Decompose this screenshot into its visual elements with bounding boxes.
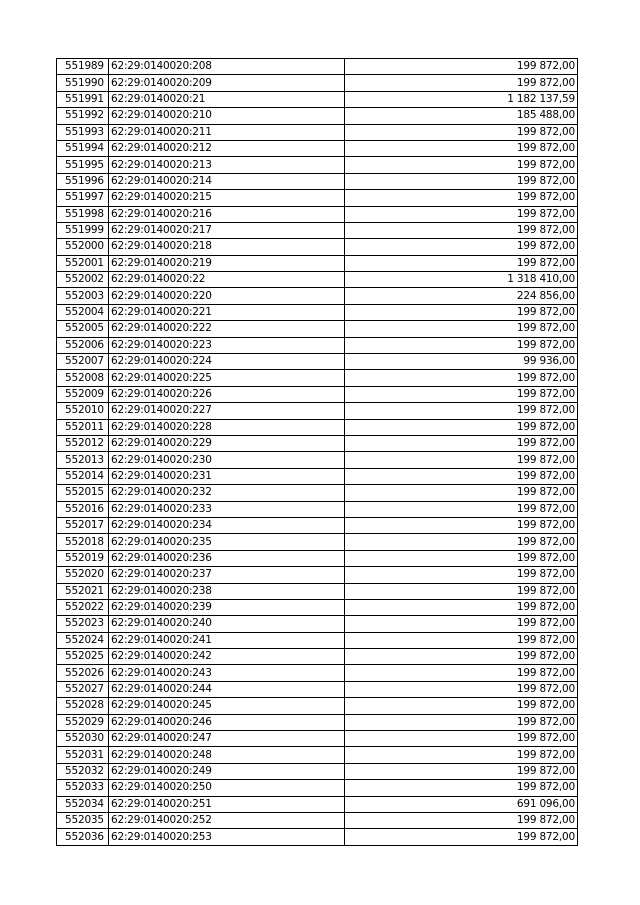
cadastral-value-cell: 199 872,00 xyxy=(345,386,578,402)
cadastral-value-cell: 199 872,00 xyxy=(345,255,578,271)
cadastral-value-cell: 199 872,00 xyxy=(345,468,578,484)
cadastral-value-cell: 99 936,00 xyxy=(345,354,578,370)
cadastral-value-cell: 199 872,00 xyxy=(345,665,578,681)
table-row xyxy=(57,108,578,124)
cadastral-value-cell: 199 872,00 xyxy=(345,599,578,615)
row-number-cell: 552005 xyxy=(57,321,109,337)
row-number-cell: 552011 xyxy=(57,419,109,435)
cadastral-number-cell: 62:29:0140020:247 xyxy=(109,731,345,747)
table-row xyxy=(57,304,578,320)
cadastral-number-cell: 62:29:0140020:241 xyxy=(109,632,345,648)
cadastral-number-cell: 62:29:0140020:234 xyxy=(109,517,345,533)
row-number-cell: 552022 xyxy=(57,599,109,615)
cadastral-value-cell: 1 182 137,59 xyxy=(345,91,578,107)
cadastral-number-cell: 62:29:0140020:229 xyxy=(109,435,345,451)
cadastral-value-cell: 199 872,00 xyxy=(345,534,578,550)
row-number-cell: 552004 xyxy=(57,304,109,320)
cadastral-number-cell: 62:29:0140020:222 xyxy=(109,321,345,337)
cadastral-number-cell: 62:29:0140020:231 xyxy=(109,468,345,484)
table-row xyxy=(57,780,578,796)
row-number-cell: 552030 xyxy=(57,731,109,747)
table-row xyxy=(57,517,578,533)
cadastral-number-cell: 62:29:0140020:223 xyxy=(109,337,345,353)
row-number-cell: 551996 xyxy=(57,173,109,189)
row-number-cell: 552033 xyxy=(57,780,109,796)
cadastral-number-cell: 62:29:0140020:209 xyxy=(109,75,345,91)
row-number-cell: 551994 xyxy=(57,140,109,156)
table-row xyxy=(57,75,578,91)
cadastral-number-cell: 62:29:0140020:208 xyxy=(109,59,345,75)
cadastral-number-cell: 62:29:0140020:240 xyxy=(109,616,345,632)
cadastral-number-cell: 62:29:0140020:237 xyxy=(109,567,345,583)
cadastral-value-cell: 199 872,00 xyxy=(345,501,578,517)
row-number-cell: 551989 xyxy=(57,59,109,75)
cadastral-number-cell: 62:29:0140020:242 xyxy=(109,649,345,665)
row-number-cell: 552024 xyxy=(57,632,109,648)
cadastral-number-cell: 62:29:0140020:250 xyxy=(109,780,345,796)
cadastral-number-cell: 62:29:0140020:252 xyxy=(109,812,345,828)
cadastral-value-cell: 199 872,00 xyxy=(345,567,578,583)
cadastral-value-cell: 199 872,00 xyxy=(345,714,578,730)
row-number-cell: 552031 xyxy=(57,747,109,763)
row-number-cell: 552021 xyxy=(57,583,109,599)
cadastral-value-cell: 199 872,00 xyxy=(345,140,578,156)
cadastral-number-cell: 62:29:0140020:249 xyxy=(109,763,345,779)
row-number-cell: 552027 xyxy=(57,681,109,697)
table-row xyxy=(57,403,578,419)
row-number-cell: 552020 xyxy=(57,567,109,583)
table-row xyxy=(57,321,578,337)
row-number-cell: 551993 xyxy=(57,124,109,140)
table-body xyxy=(57,59,578,846)
cadastral-value-cell: 691 096,00 xyxy=(345,796,578,812)
cadastral-value-cell: 199 872,00 xyxy=(345,517,578,533)
cadastral-number-cell: 62:29:0140020:216 xyxy=(109,206,345,222)
cadastral-number-cell: 62:29:0140020:21 xyxy=(109,91,345,107)
row-number-cell: 552009 xyxy=(57,386,109,402)
cadastral-number-cell: 62:29:0140020:219 xyxy=(109,255,345,271)
cadastral-number-cell: 62:29:0140020:214 xyxy=(109,173,345,189)
row-number-cell: 552018 xyxy=(57,534,109,550)
cadastral-value-cell: 199 872,00 xyxy=(345,616,578,632)
cadastral-value-cell: 199 872,00 xyxy=(345,731,578,747)
cadastral-value-cell: 199 872,00 xyxy=(345,304,578,320)
table-row xyxy=(57,255,578,271)
row-number-cell: 552032 xyxy=(57,763,109,779)
table-row xyxy=(57,583,578,599)
cadastral-value-cell: 199 872,00 xyxy=(345,485,578,501)
table-row xyxy=(57,812,578,828)
cadastral-number-cell: 62:29:0140020:218 xyxy=(109,239,345,255)
cadastral-number-cell: 62:29:0140020:227 xyxy=(109,403,345,419)
row-number-cell: 552013 xyxy=(57,452,109,468)
cadastral-number-cell: 62:29:0140020:217 xyxy=(109,222,345,238)
cadastral-value-cell: 199 872,00 xyxy=(345,698,578,714)
row-number-cell: 552035 xyxy=(57,812,109,828)
table-row xyxy=(57,288,578,304)
row-number-cell: 552003 xyxy=(57,288,109,304)
cadastral-number-cell: 62:29:0140020:248 xyxy=(109,747,345,763)
table-row xyxy=(57,239,578,255)
cadastral-value-cell: 199 872,00 xyxy=(345,829,578,845)
table-row xyxy=(57,599,578,615)
cadastral-number-cell: 62:29:0140020:253 xyxy=(109,829,345,845)
row-number-cell: 552017 xyxy=(57,517,109,533)
table-row xyxy=(57,550,578,566)
row-number-cell: 552006 xyxy=(57,337,109,353)
cadastral-number-cell: 62:29:0140020:225 xyxy=(109,370,345,386)
cadastral-number-cell: 62:29:0140020:220 xyxy=(109,288,345,304)
cadastral-number-cell: 62:29:0140020:251 xyxy=(109,796,345,812)
cadastral-value-cell: 199 872,00 xyxy=(345,222,578,238)
row-number-cell: 551990 xyxy=(57,75,109,91)
row-number-cell: 551997 xyxy=(57,190,109,206)
cadastral-value-cell: 199 872,00 xyxy=(345,59,578,75)
table-row xyxy=(57,714,578,730)
row-number-cell: 552000 xyxy=(57,239,109,255)
cadastral-number-cell: 62:29:0140020:226 xyxy=(109,386,345,402)
table-row xyxy=(57,747,578,763)
row-number-cell: 552026 xyxy=(57,665,109,681)
table-row xyxy=(57,124,578,140)
cadastral-value-cell: 199 872,00 xyxy=(345,632,578,648)
cadastral-number-cell: 62:29:0140020:238 xyxy=(109,583,345,599)
row-number-cell: 552025 xyxy=(57,649,109,665)
cadastral-value-cell: 199 872,00 xyxy=(345,452,578,468)
row-number-cell: 552036 xyxy=(57,829,109,845)
table-row xyxy=(57,91,578,107)
cadastral-number-cell: 62:29:0140020:213 xyxy=(109,157,345,173)
row-number-cell: 552001 xyxy=(57,255,109,271)
table-row xyxy=(57,501,578,517)
cadastral-value-cell: 199 872,00 xyxy=(345,370,578,386)
cadastral-value-cell: 199 872,00 xyxy=(345,681,578,697)
cadastral-number-cell: 62:29:0140020:246 xyxy=(109,714,345,730)
table-row xyxy=(57,665,578,681)
table-row xyxy=(57,370,578,386)
row-number-cell: 552008 xyxy=(57,370,109,386)
table-row xyxy=(57,435,578,451)
cadastral-value-cell: 199 872,00 xyxy=(345,124,578,140)
table-row xyxy=(57,59,578,75)
cadastral-value-cell: 199 872,00 xyxy=(345,239,578,255)
table-row xyxy=(57,140,578,156)
cadastral-value-cell: 199 872,00 xyxy=(345,173,578,189)
cadastral-value-cell: 199 872,00 xyxy=(345,763,578,779)
row-number-cell: 551995 xyxy=(57,157,109,173)
table-row xyxy=(57,681,578,697)
row-number-cell: 551991 xyxy=(57,91,109,107)
cadastral-value-cell: 199 872,00 xyxy=(345,190,578,206)
cadastral-value-cell: 199 872,00 xyxy=(345,747,578,763)
cadastral-number-cell: 62:29:0140020:212 xyxy=(109,140,345,156)
cadastral-value-cell: 199 872,00 xyxy=(345,206,578,222)
row-number-cell: 551999 xyxy=(57,222,109,238)
row-number-cell: 551998 xyxy=(57,206,109,222)
cadastral-value-cell: 199 872,00 xyxy=(345,419,578,435)
cadastral-number-cell: 62:29:0140020:245 xyxy=(109,698,345,714)
cadastral-value-cell: 199 872,00 xyxy=(345,435,578,451)
table-row xyxy=(57,796,578,812)
table-row xyxy=(57,157,578,173)
row-number-cell: 552014 xyxy=(57,468,109,484)
row-number-cell: 552012 xyxy=(57,435,109,451)
row-number-cell: 552015 xyxy=(57,485,109,501)
table-row xyxy=(57,731,578,747)
cadastral-value-cell: 199 872,00 xyxy=(345,649,578,665)
cadastral-number-cell: 62:29:0140020:211 xyxy=(109,124,345,140)
table-row xyxy=(57,206,578,222)
cadastral-number-cell: 62:29:0140020:233 xyxy=(109,501,345,517)
table-row xyxy=(57,337,578,353)
table-row xyxy=(57,354,578,370)
row-number-cell: 552016 xyxy=(57,501,109,517)
row-number-cell: 552002 xyxy=(57,272,109,288)
cadastral-value-cell: 1 318 410,00 xyxy=(345,272,578,288)
cadastral-number-cell: 62:29:0140020:236 xyxy=(109,550,345,566)
table-row xyxy=(57,632,578,648)
table-row xyxy=(57,190,578,206)
table-row xyxy=(57,616,578,632)
cadastral-number-cell: 62:29:0140020:228 xyxy=(109,419,345,435)
cadastral-number-cell: 62:29:0140020:221 xyxy=(109,304,345,320)
row-number-cell: 552010 xyxy=(57,403,109,419)
table-row xyxy=(57,534,578,550)
cadastral-number-cell: 62:29:0140020:235 xyxy=(109,534,345,550)
cadastral-number-cell: 62:29:0140020:243 xyxy=(109,665,345,681)
row-number-cell: 552034 xyxy=(57,796,109,812)
table-row xyxy=(57,222,578,238)
table-row xyxy=(57,272,578,288)
cadastral-number-cell: 62:29:0140020:232 xyxy=(109,485,345,501)
table-row xyxy=(57,468,578,484)
table-row xyxy=(57,452,578,468)
table-row xyxy=(57,698,578,714)
cadastral-value-cell: 199 872,00 xyxy=(345,583,578,599)
table-row xyxy=(57,829,578,845)
table-row xyxy=(57,567,578,583)
row-number-cell: 551992 xyxy=(57,108,109,124)
table-row xyxy=(57,763,578,779)
cadastral-number-cell: 62:29:0140020:224 xyxy=(109,354,345,370)
row-number-cell: 552019 xyxy=(57,550,109,566)
cadastral-value-cell: 224 856,00 xyxy=(345,288,578,304)
row-number-cell: 552028 xyxy=(57,698,109,714)
cadastral-value-cell: 199 872,00 xyxy=(345,75,578,91)
cadastral-value-cell: 199 872,00 xyxy=(345,550,578,566)
cadastral-number-cell: 62:29:0140020:239 xyxy=(109,599,345,615)
cadastral-value-cell: 199 872,00 xyxy=(345,337,578,353)
table-row xyxy=(57,419,578,435)
cadastral-number-cell: 62:29:0140020:22 xyxy=(109,272,345,288)
row-number-cell: 552029 xyxy=(57,714,109,730)
table-row xyxy=(57,649,578,665)
cadastral-value-cell: 199 872,00 xyxy=(345,321,578,337)
cadastral-value-cell: 199 872,00 xyxy=(345,403,578,419)
table-row xyxy=(57,173,578,189)
table-row xyxy=(57,485,578,501)
cadastral-value-cell: 199 872,00 xyxy=(345,812,578,828)
cadastral-number-cell: 62:29:0140020:244 xyxy=(109,681,345,697)
cadastral-value-cell: 199 872,00 xyxy=(345,780,578,796)
cadastral-value-table xyxy=(56,58,578,846)
cadastral-number-cell: 62:29:0140020:215 xyxy=(109,190,345,206)
cadastral-number-cell: 62:29:0140020:230 xyxy=(109,452,345,468)
cadastral-number-cell: 62:29:0140020:210 xyxy=(109,108,345,124)
cadastral-value-cell: 199 872,00 xyxy=(345,157,578,173)
table-row xyxy=(57,386,578,402)
cadastral-value-cell: 185 488,00 xyxy=(345,108,578,124)
row-number-cell: 552007 xyxy=(57,354,109,370)
row-number-cell: 552023 xyxy=(57,616,109,632)
